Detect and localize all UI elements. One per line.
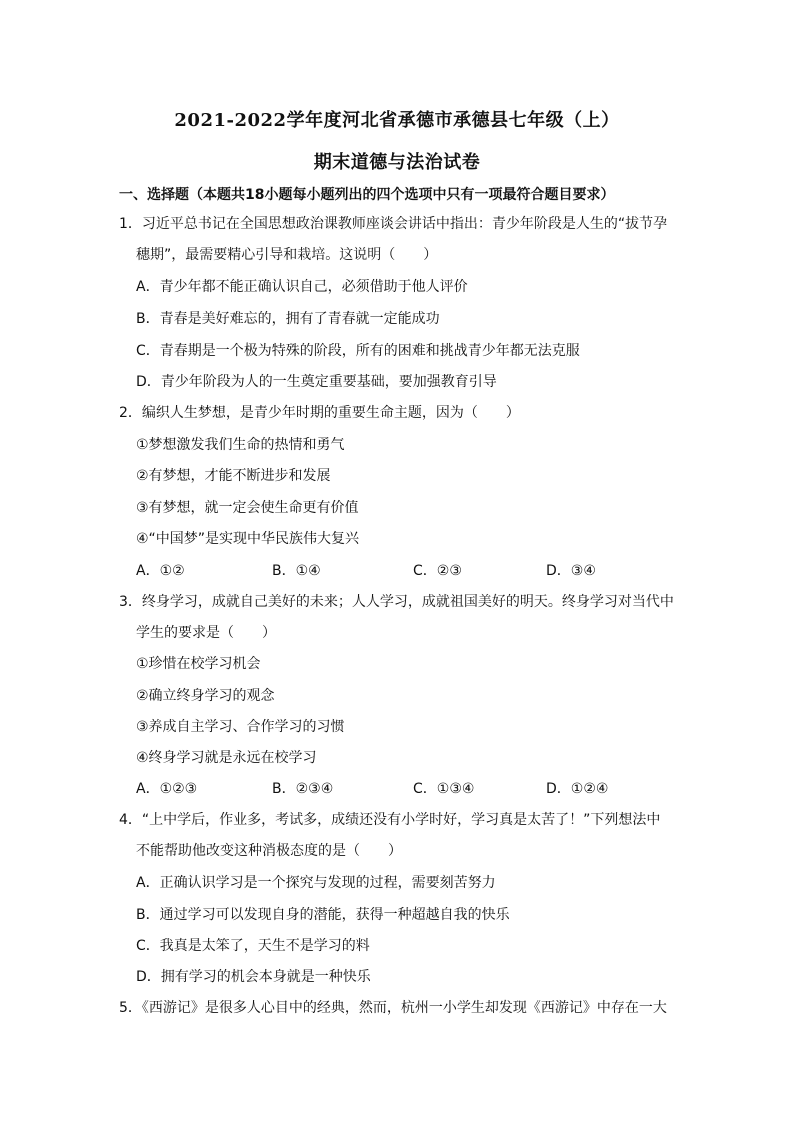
question-3-statement-3: ③养成自主学习、合作学习的习惯 <box>136 719 345 735</box>
question-3-statement-4: ④终身学习就是永远在校学习 <box>136 750 317 766</box>
question-2-option-c: C．②③ <box>413 563 462 579</box>
question-2-statement-2: ②有梦想，才能不断进步和发展 <box>136 468 331 484</box>
exam-title-line2: 期末道德与法治试卷 <box>313 152 481 173</box>
question-2-option-d: D．③④ <box>546 563 596 579</box>
question-5-stem-line1: 5．《西游记》是很多人心目中的经典，然而，杭州一小学生却发现《西游记》中存在一大 <box>119 1000 667 1016</box>
question-3-stem-line1: 3．终身学习，成就自己美好的未来；人人学习，成就祖国美好的明天。终身学习对当代中 <box>119 594 674 610</box>
question-1-option-a: A．青少年都不能正确认识自己，必须借助于他人评价 <box>136 279 468 295</box>
question-2-statement-1: ①梦想激发我们生命的热情和勇气 <box>136 437 345 453</box>
question-3-statement-2: ②确立终身学习的观念 <box>136 688 275 704</box>
question-2-option-b: B．①④ <box>272 563 321 579</box>
question-4-option-d: D．拥有学习的机会本身就是一种快乐 <box>136 969 371 985</box>
question-3-stem-line2: 学生的要求是（ ） <box>136 625 276 641</box>
question-3-options <box>136 779 676 799</box>
question-3-option-a: A．①②③ <box>136 781 198 797</box>
question-1-option-c: C．青春期是一个极为特殊的阶段，所有的困难和挑战青少年都无法克服 <box>136 343 580 359</box>
question-2-stem-line1: 2．编织人生梦想，是青少年时期的重要生命主题，因为（ ） <box>119 405 520 421</box>
question-4-option-b: B．通过学习可以发现自身的潜能，获得一种超越自我的快乐 <box>136 907 510 923</box>
question-4-stem-line1: 4．“上中学后，作业多，考试多，成绩还没有小学时好，学习真是太苦了！”下列想法中 <box>119 812 661 828</box>
question-2-option-a: A．①② <box>136 563 185 579</box>
question-3-option-b: B．②③④ <box>272 781 334 797</box>
exam-title-line1: 2021-2022学年度河北省承德市承德县七年级（上） <box>174 110 620 131</box>
question-3-option-c: C．①③④ <box>413 781 475 797</box>
question-1-stem-line2: 穗期”，最需要精心引导和栽培。这说明（ ） <box>136 247 438 263</box>
question-2-statement-4: ④“中国梦”是实现中华民族伟大复兴 <box>136 531 360 547</box>
question-2-statement-3: ③有梦想，就一定会使生命更有价值 <box>136 500 359 516</box>
question-4-stem-line2: 不能帮助他改变这种消极态度的是（ ） <box>136 843 402 859</box>
question-3-option-d: D．①②④ <box>546 781 609 797</box>
question-3-statement-1: ①珍惜在校学习机会 <box>136 656 261 672</box>
question-4-option-c: C．我真是太笨了，天生不是学习的料 <box>136 938 370 954</box>
question-1-stem-line1: 1．习近平总书记在全国思想政治课教师座谈会讲话中指出：青少年阶段是人生的“拔节孕 <box>119 216 668 232</box>
question-2-options <box>136 561 676 581</box>
question-1-option-b: B．青春是美好难忘的，拥有了青春就一定能成功 <box>136 311 440 327</box>
question-4-option-a: A．正确认识学习是一个探究与发现的过程，需要刻苦努力 <box>136 875 496 891</box>
question-1-option-d: D．青少年阶段为人的一生奠定重要基础，要加强教育引导 <box>136 374 497 390</box>
section-heading: 一、选择题（本题共18小题每小题列出的四个选项中只有一项最符合题目要求） <box>119 187 615 203</box>
